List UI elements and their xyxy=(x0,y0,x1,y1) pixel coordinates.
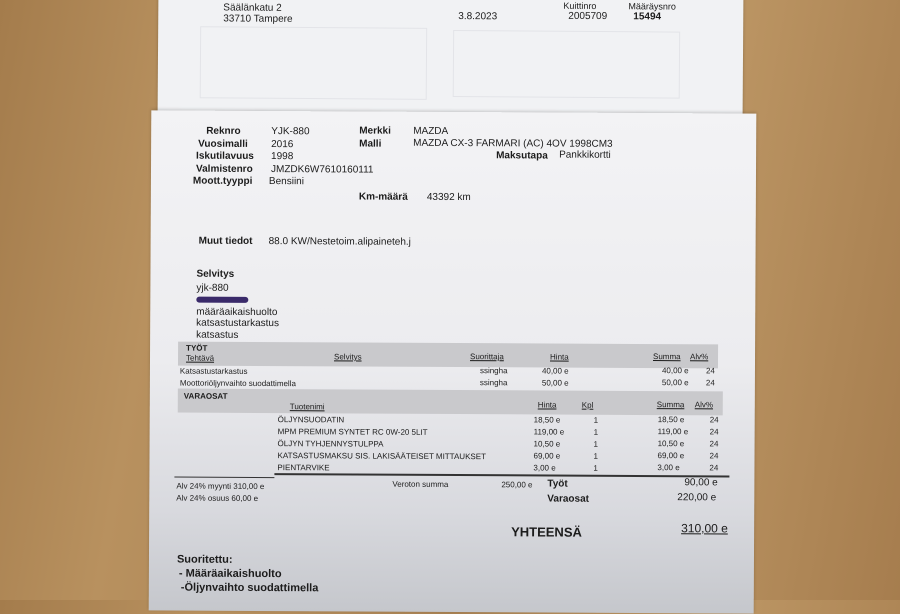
part-price: 10,50 e xyxy=(533,439,561,449)
part-sum: 119,00 e xyxy=(657,427,689,437)
labor-title: TYÖT xyxy=(186,343,208,353)
labor-performer: ssingha xyxy=(479,366,508,376)
col-header: Alv% xyxy=(690,352,709,362)
reg-value: YJK-880 xyxy=(271,126,310,138)
part-name: ÖLJYNSUODATIN xyxy=(277,415,345,425)
part-sum: 18,50 e xyxy=(657,415,685,425)
faded-address-box xyxy=(453,30,680,99)
part-price: 3,00 e xyxy=(533,463,556,473)
part-vat: 24 xyxy=(709,415,719,425)
net-value: 250,00 e xyxy=(501,480,533,490)
performed-line: - Määräaikaishuolto xyxy=(178,567,282,581)
part-qty: 1 xyxy=(593,415,599,425)
part-name: KATSASTUSMAKSU SIS. LAKISÄÄTEISET MITTAUKSET xyxy=(277,451,487,462)
col-header: Tehtävä xyxy=(185,353,215,363)
model-label: Malli xyxy=(359,138,382,150)
labor-vat: 24 xyxy=(705,366,715,376)
labor-task: Katsastustarkastus xyxy=(179,366,248,376)
part-sum: 10,50 e xyxy=(657,439,685,449)
km-label: Km-määrä xyxy=(358,191,408,203)
col-header: Alv% xyxy=(694,400,714,410)
engine-value: Bensiini xyxy=(268,176,305,188)
make-value: MAZDA xyxy=(413,125,449,137)
address-line2: 33710 Tampere xyxy=(223,13,293,25)
notes-line: katsastustarkastus xyxy=(196,317,280,330)
order-label: Määräysnro xyxy=(628,1,676,12)
labor-sum: 40,00 e xyxy=(661,366,689,376)
col-header: Hinta xyxy=(550,352,569,362)
totals-divider xyxy=(274,473,729,477)
part-vat: 24 xyxy=(709,427,719,437)
performed-line: -Öljynvaihto suodattimella xyxy=(180,581,319,595)
col-header: Hinta xyxy=(537,400,557,410)
part-qty: 1 xyxy=(593,451,598,461)
other-info-value: 88.0 KW/Nestetoim.alipaineteh.j xyxy=(268,236,411,248)
labor-total-label: Työt xyxy=(547,478,568,490)
vin-value: JMZDK6W7610160111 xyxy=(270,164,374,176)
col-header: Summa xyxy=(653,352,681,362)
parts-total-value: 220,00 e xyxy=(677,492,717,504)
engine-label: Moott.tyyppi xyxy=(192,175,253,187)
payment-label: Maksutapa xyxy=(496,150,548,162)
notes-title: Selvitys xyxy=(196,268,235,280)
displacement-value: 1998 xyxy=(271,151,294,163)
year-value: 2016 xyxy=(271,139,294,151)
col-header: Selvitys xyxy=(334,352,362,362)
col-header: Summa xyxy=(656,400,685,410)
part-name: ÖLJYN TYHJENNYSTULPPA xyxy=(277,439,384,449)
labor-task: Moottoriöljynvaihto suodattimella xyxy=(179,378,296,389)
vin-label: Valmistenro xyxy=(195,163,253,175)
labor-sum: 50,00 e xyxy=(661,378,689,388)
labor-price: 50,00 e xyxy=(541,378,569,388)
performed-title: Suoritettu: xyxy=(176,553,233,566)
faded-address-box xyxy=(200,26,427,100)
address-line1: Säälänkatu 2 xyxy=(223,2,282,14)
part-sum: 69,00 e xyxy=(657,451,685,461)
labor-total-value: 90,00 e xyxy=(684,477,718,489)
part-name: MPM PREMIUM SYNTET RC 0W-20 5LIT xyxy=(277,427,428,437)
labor-performer: ssingha xyxy=(479,378,508,388)
vat-sales: Alv 24% myynti 310,00 e xyxy=(176,481,265,492)
part-price: 18,50 e xyxy=(533,415,561,425)
col-header: Suorittaja xyxy=(470,352,504,362)
notes-line: yjk-880 xyxy=(196,282,229,294)
labor-vat: 24 xyxy=(705,378,715,388)
part-sum: 3,00 e xyxy=(657,463,680,473)
labor-header-band xyxy=(178,342,718,369)
make-label: Merkki xyxy=(359,125,391,137)
other-info-label: Muut tiedot xyxy=(198,235,253,247)
net-label: Veroton summa xyxy=(392,479,449,489)
part-name: PIENTARVIKE xyxy=(277,463,330,473)
parts-header-band xyxy=(178,389,723,416)
part-vat: 24 xyxy=(709,463,719,473)
totals-divider xyxy=(174,477,274,479)
invoice-sheet xyxy=(149,110,757,613)
part-vat: 24 xyxy=(709,439,719,449)
grand-total-value: 310,00 e xyxy=(681,521,728,536)
notes-line: katsastus xyxy=(196,329,239,341)
part-qty: 1 xyxy=(593,463,598,473)
col-header: Kpl xyxy=(581,400,594,410)
model-value: MAZDA CX-3 FARMARI (AC) 4OV 1998CM3 xyxy=(413,137,613,150)
invoice-date: 3.8.2023 xyxy=(458,11,498,23)
receipt-label: Kuittinro xyxy=(563,0,597,12)
top-receipt-sheet xyxy=(158,0,744,117)
vat-share: Alv 24% osuus 60,00 e xyxy=(176,493,259,503)
payment-value: Pankkikortti xyxy=(559,149,611,161)
part-price: 119,00 e xyxy=(533,427,565,437)
reg-label: Reknro xyxy=(206,125,241,137)
receipt-number: 2005709 xyxy=(568,10,608,23)
notes-line: määräaikaishuolto xyxy=(196,306,278,319)
parts-title: VARAOSAT xyxy=(183,391,228,401)
parts-total-label: Varaosat xyxy=(547,493,590,505)
year-label: Vuosimalli xyxy=(198,138,248,150)
part-vat: 24 xyxy=(709,451,719,461)
part-price: 69,00 e xyxy=(533,451,561,461)
order-number: 15494 xyxy=(633,11,662,23)
km-value: 43392 km xyxy=(426,191,471,204)
col-header: Tuotenimi xyxy=(289,402,325,412)
displacement-label: Iskutilavuus xyxy=(196,150,254,162)
part-qty: 1 xyxy=(593,439,599,449)
redacted-scribble xyxy=(196,297,248,303)
labor-price: 40,00 e xyxy=(541,366,569,376)
grand-total-label: YHTEENSÄ xyxy=(511,524,582,540)
part-qty: 1 xyxy=(593,427,599,437)
